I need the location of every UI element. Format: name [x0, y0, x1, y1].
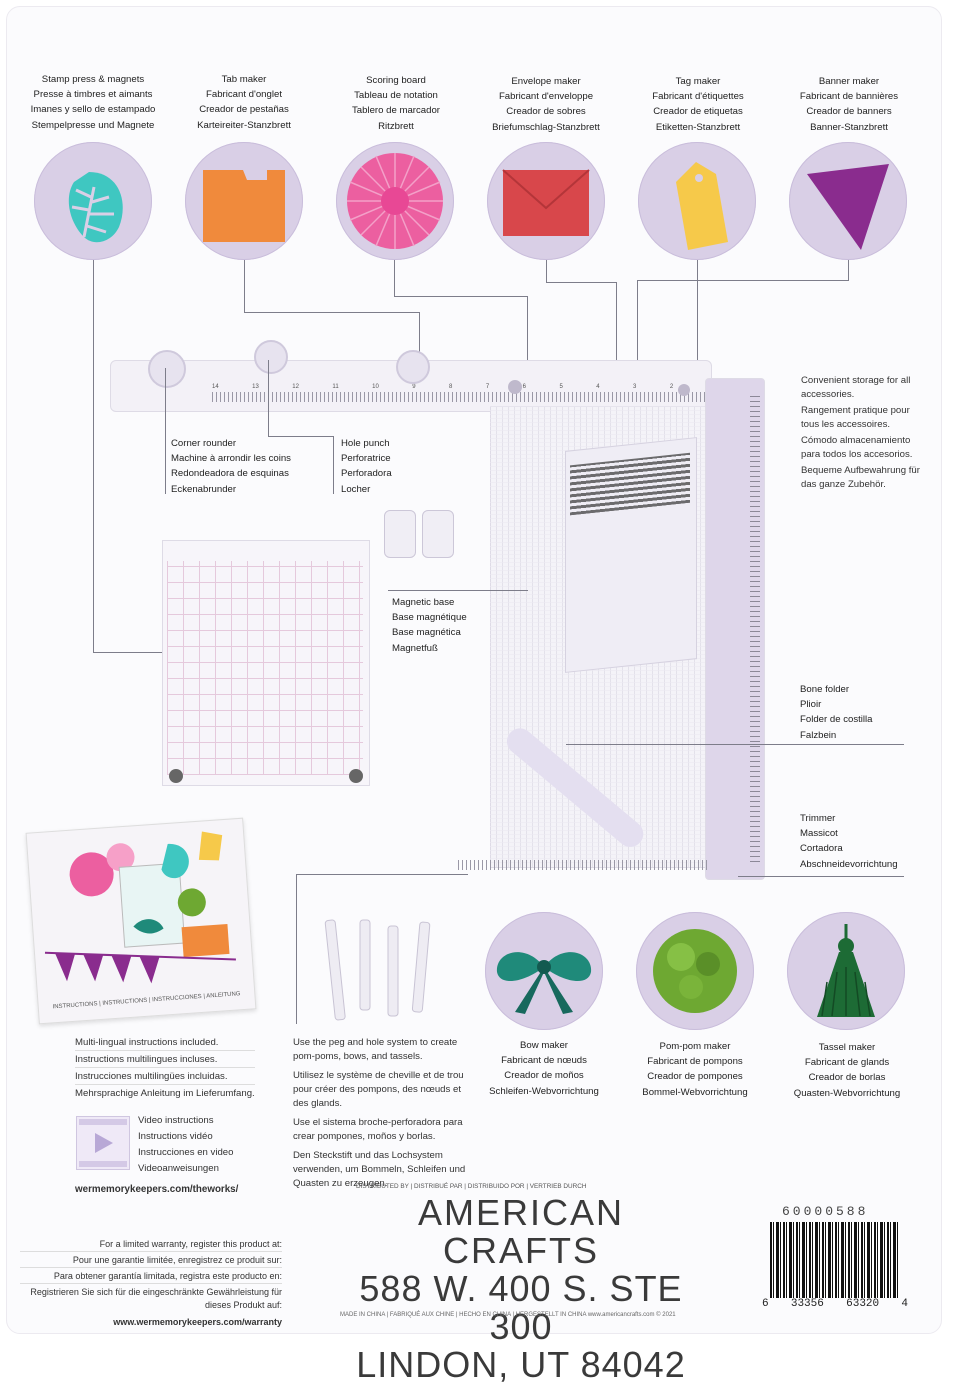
tab-maker-circle: [185, 142, 303, 260]
hole-punch-knob: [254, 340, 288, 374]
tag-maker-circle: [638, 142, 756, 260]
scoring-knob: [396, 350, 430, 384]
company-address: AMERICAN CRAFTS 588 W. 400 S. STE 300 LINDON, UT 84042: [356, 1192, 686, 1385]
crafts-illustration-icon: [27, 819, 254, 1004]
distributed-by: DISTRIBUTED BY | DISTRIBUÉ PAR | DISTRIBUIDO POR | VERTRIEB DURCH: [356, 1183, 587, 1190]
connector-line: [637, 280, 849, 281]
connector-line: [546, 260, 547, 282]
bow-icon: [485, 912, 603, 1030]
video-icon: [76, 1116, 130, 1170]
pompom-maker-circle: [636, 912, 754, 1030]
envelope-maker-circle: [487, 142, 605, 260]
connector-line: [244, 260, 245, 312]
label-bow-maker: Bow maker Fabricant de nœuds Creador de moños Schleifen-Webvorrichtung: [489, 1040, 599, 1097]
connector-line: [546, 282, 616, 283]
label-bone-folder: Bone folder Plioir Folder de costilla Falzbein: [800, 684, 873, 741]
sku-number: 60000588: [782, 1204, 869, 1219]
scoring-board-circle: [336, 142, 454, 260]
label-hole-punch: Hole punch Perforatrice Perforadora Locher: [341, 438, 392, 495]
magnet-piece: [422, 510, 454, 558]
pennant-icon: [789, 142, 907, 260]
connector-line: [244, 312, 419, 313]
connector-line: [394, 296, 527, 297]
made-in: MADE IN CHINA | FABRIQUÉ AUX CHINE | HECHO EN CHINA | HERGESTELLT IN CHINA www.americancrafts.com © 2021: [340, 1312, 676, 1318]
barcode-digits: 6 33356 63320 4: [762, 1298, 908, 1310]
ruler-numbers: 14 13 12 11 10 9 8 7 6 5 4 3 2: [212, 384, 674, 390]
label-banner-maker: Banner maker Fabricant de bannières Creador de banners Banner-Stanzbrett: [799, 76, 899, 133]
warranty-text: For a limited warranty, register this product at: Pour une garantie limitée, enregistrez ce produit sur: Para obtener garantía limitada, registra este producto en: Registrieren Sie sich für die eingeschränkte Gewährleistung für dieses Produkt auf: www.wermemorykeepers.com/warranty: [20, 1238, 282, 1329]
label-trimmer: Trimmer Massicot Cortadora Abschneidevorrichtung: [800, 813, 898, 870]
leaf-icon: [34, 142, 152, 260]
stamp-press-circle: [34, 142, 152, 260]
storage-note: Convenient storage for all accessories. Rangement pratique pour tous les accessoires. Cómodo almacenamiento para todos los accesorios. Bequeme Aufbewahrung für das ganze Zubehör.: [801, 375, 920, 490]
connector-line: [394, 260, 395, 296]
label-stamp-press: Stamp press & magnets Presse à timbres et aimants Imanes y sello de estampado Stempelpresse und Magnete: [30, 74, 156, 131]
label-envelope-maker: Envelope maker Fabricant d'enveloppe Creador de sobres Briefumschlag-Stanzbrett: [492, 76, 600, 133]
rosette-icon: [336, 142, 454, 260]
envelope-icon: [487, 142, 605, 260]
banner-maker-circle: [789, 142, 907, 260]
connector-line: [848, 260, 849, 280]
magnet-piece: [384, 510, 416, 558]
top-ruler: [212, 392, 710, 402]
pompom-icon: [636, 912, 754, 1030]
pegs: [320, 918, 440, 1028]
envelope-tag-guide: [565, 437, 697, 673]
barcode: [770, 1222, 900, 1298]
label-tag-maker: Tag maker Fabricant d'étiquettes Creador de etiquetas Etiketten-Stanzbrett: [652, 76, 744, 133]
instruction-booklet: [26, 818, 257, 1025]
booklet-caption: INSTRUCTIONS | INSTRUCTIONS | INSTRUCCIONES | ANLEITUNG: [52, 991, 241, 1011]
label-scoring-board: Scoring board Tableau de notation Tablero de marcador Ritzbrett: [352, 75, 440, 132]
tassel-icon: [787, 912, 905, 1030]
tag-icon: [638, 142, 756, 260]
bow-maker-circle: [485, 912, 603, 1030]
video-instructions: Video instructions Instructions vidéo Instrucciones en video Videoanweisungen: [138, 1115, 234, 1174]
tassel-maker-circle: [787, 912, 905, 1030]
video-url-link[interactable]: wermemorykeepers.com/theworks/: [75, 1184, 239, 1195]
corner-rounder-knob: [148, 350, 186, 388]
label-magnetic-base: Magnetic base Base magnétique Base magnética Magnetfuß: [392, 597, 467, 654]
magnetic-base: [162, 540, 370, 786]
label-tab-maker: Tab maker Fabricant d'onglet Creador de pestañas Karteireiter-Stanzbrett: [197, 74, 291, 131]
tab-icon: [185, 142, 303, 260]
label-tassel-maker: Tassel maker Fabricant de glands Creador de borlas Quasten-Webvorrichtung: [793, 1042, 901, 1099]
label-corner-rounder: Corner rounder Machine à arrondir les coins Redondeadora de esquinas Eckenabrunder: [171, 438, 291, 495]
peg-description: Use the peg and hole system to create pom-poms, bows, and tassels. Utilisez le système de cheville et de trou pour créer des pompons, des nœuds et des glands. Use el sistema broche-perforadora para crear pompones, moños y borlas. Den Steckstift und das Lochsystem verwenden, um Bommeln, Schleifen und Quasten zu erzeugen.: [293, 1037, 466, 1189]
bottom-ruler: [458, 860, 708, 870]
warranty-url-link[interactable]: www.wermemorykeepers.com/warranty: [113, 1317, 282, 1327]
connector-line: [93, 260, 94, 652]
label-pompom-maker: Pom-pom maker Fabricant de pompons Creador de pompones Bommel-Webvorrichtung: [642, 1041, 748, 1098]
instructions-included: Multi-lingual instructions included. Instructions multilingues incluses. Instrucciones multilingües incluidas. Mehrsprachige Anleitung im Lieferumfang.: [75, 1037, 255, 1099]
